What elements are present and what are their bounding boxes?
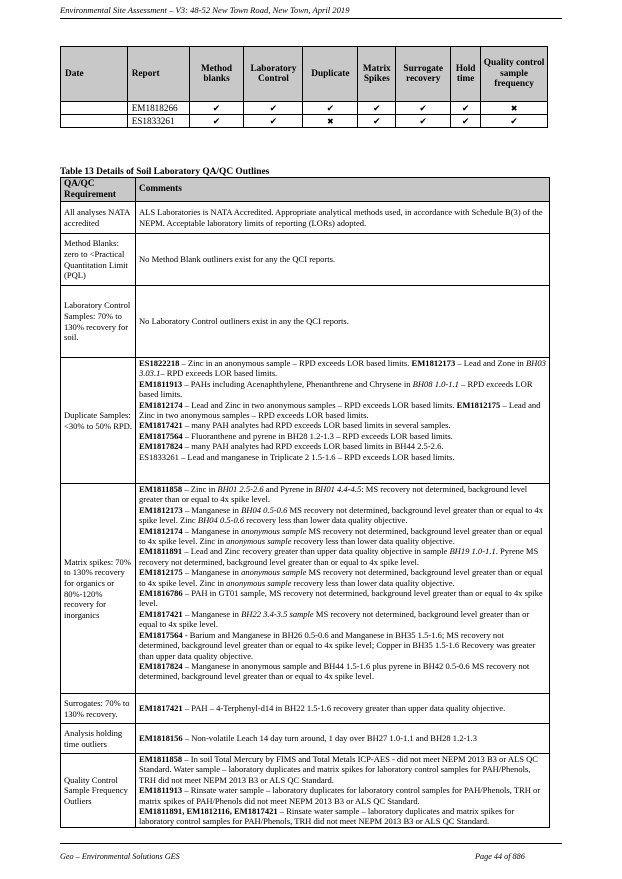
table13-row <box>61 286 550 358</box>
comment-entry: EM1817824 – many PAH analytes had RPD exceeds LOR based limits in BH44 2.5-2.6. <box>139 441 444 452</box>
page-header: Environmental Site Assessment – V3: 48-52 New Town Road, New Town, April 2019 <box>60 5 350 15</box>
header-rule <box>60 18 562 19</box>
comment-entry: EM1817421 – Manganese in BH22 3.4-3.5 sample MS recovery not determined, background level greater than or equal to 4x spike level. <box>139 608 530 630</box>
qc-mark-cell <box>303 102 358 115</box>
comment-entry: EM1811858 – In soil Total Mercury by FIMS and Total Metals ICP-AES - did not meet NEPM 2013 B3 or ALS QC Standard. Water sample – laboratory duplicates and matrix spikes for laboratory control samples for PAH/Phenols, TRH did not meet NEPM 2013 B3 or ALS QC Standard. <box>139 754 539 785</box>
table-13-caption: Table 13 Details of Soil Laboratory QA/QC Outlines <box>60 167 270 177</box>
qc-summary-table <box>60 46 548 128</box>
footer-company: Geo – Environmental Solutions GES <box>60 852 180 861</box>
requirement-cell: Analysis holding time outliers <box>61 724 136 754</box>
comment-entry: EM1817824 – Manganese in anonymous sample and BH44 1.5-1.6 plus pyrene in BH42 0.5-0.6 MS recovery not determined, background level greater than or equal to 4x spike level. <box>139 660 530 682</box>
table13-row <box>61 724 550 754</box>
qc-mark-cell <box>303 115 358 128</box>
requirement-cell: Matrix spikes: 70% to 130% recovery for organics or 80%-120% recovery for inorganics <box>61 484 136 694</box>
qc-mark-cell <box>451 115 481 128</box>
comment-cell: EM1817421 – PAH – 4-Terphenyl-d14 in BH22 1.5-1.6 recovery greater than upper data quality objective. <box>136 694 550 724</box>
comment-entry: EM1811913 – Rinsate water sample – laboratory duplicates for laboratory control samples for PAH/Phenols, TRH or matrix spikes of PAH/Phenols did not meet NEPM 2013 B3 or ALS QC Standard. <box>139 785 541 806</box>
qc-table-row <box>61 102 548 115</box>
checkmark-icon <box>419 103 427 113</box>
comment-entry: EM1817564 - Barium and Manganese in BH26 0.5-0.6 and Manganese in BH35 1.5-1.6; MS recovery not determined, background level greater than or equal to 4x spike level; Copper in BH35 1.5-1.6 Recovery was greater than upper data quality objective. <box>139 629 536 661</box>
table13-row <box>61 202 550 234</box>
qc-report-cell: EM1818266 <box>127 102 189 115</box>
qc-col-header: Date <box>61 47 128 102</box>
soil-qaqc-table <box>60 177 550 828</box>
table13-header-row <box>61 178 550 202</box>
qc-mark-cell <box>244 115 303 128</box>
qc-mark-cell <box>189 115 244 128</box>
qc-table-row <box>61 115 548 128</box>
comment-cell: No Method Blank outliners exist for any the QCI reports. <box>136 234 550 286</box>
checkmark-icon <box>270 103 278 113</box>
comment-cell <box>136 358 550 484</box>
qc-date-cell <box>61 102 128 115</box>
qc-mark-cell <box>481 102 548 115</box>
qc-col-header: Surrogate recovery <box>396 47 451 102</box>
qc-date-cell <box>61 115 128 128</box>
comment-cell: ALS Laboratories is NATA Accredited. Appropriate analytical methods used, in accordance with Schedule B(3) of the NEPM. Acceptable laboratory limits of reporting (LORs) adopted. <box>136 202 550 234</box>
qc-mark-cell <box>396 102 451 115</box>
qc-mark-cell <box>396 115 451 128</box>
qc-col-header: Hold time <box>451 47 481 102</box>
comment-cell <box>136 484 550 694</box>
col-header-comments: Comments <box>136 178 550 202</box>
checkmark-icon <box>270 116 278 126</box>
checkmark-icon <box>213 116 221 126</box>
comment-entry: EM1817421 – many PAH analytes had RPD exceeds LOR based limits in several samples. <box>139 420 451 431</box>
qc-mark-cell <box>189 102 244 115</box>
qc-mark-cell <box>244 102 303 115</box>
checkmark-icon <box>373 103 381 113</box>
requirement-cell: Duplicate Samples:<30% to 50% RPD. <box>61 358 136 484</box>
requirement-cell: Laboratory Control Samples: 70% to 130% recovery for soil. <box>61 286 136 358</box>
requirement-cell: Surrogates: 70% to 130% recovery. <box>61 694 136 724</box>
table13-row <box>61 484 550 694</box>
qc-col-header: Report <box>127 47 189 102</box>
qc-mark-cell <box>481 115 548 128</box>
qc-mark-cell <box>451 102 481 115</box>
comment-cell: No Laboratory Control outliners exist in any the QCI reports. <box>136 286 550 358</box>
comment-entry: EM1811858 – Zinc in BH01 2.5-2.6 and Pyrene in BH01 4.4-4.5: MS recovery not determined, background level greater than or equal to 4x spike level. <box>139 484 528 505</box>
comment-entry: EM1812175 – Manganese in anonymous sample MS recovery not determined, background level greater than or equal to 4x spike level. Zinc in anonymous sample recovery less than lower data quality objective. <box>139 567 543 588</box>
checkmark-icon <box>510 116 518 126</box>
cross-icon <box>327 116 334 126</box>
table13-row <box>61 694 550 724</box>
comment-entry: EM1811913 – PAHs including Acenaphthylene, Phenanthrene and Chrysene in BH08 1.0-1.1 – RPD exceeds LOR based limits. <box>139 378 533 400</box>
requirement-cell: Quality Control Sample Frequency Outliers <box>61 754 136 828</box>
comment-entry: EM1817564 – Fluoranthene and pyrene in BH28 1.2-1.3 – RPD exceeds LOR based limits. <box>139 430 453 441</box>
table13-row <box>61 234 550 286</box>
checkmark-icon <box>213 103 221 113</box>
requirement-cell: Method Blanks: zero to <Practical Quantitation Limit (PQL) <box>61 234 136 286</box>
checkmark-icon <box>373 116 381 126</box>
comment-entry: EM1812173 – Manganese in BH04 0.5-0.6 MS recovery not determined, background level greater than or equal to 4x spike level. Zinc BH04 0.5-0.6 recovery less than lower data quality objective. <box>139 504 543 526</box>
comment-cell <box>136 754 550 828</box>
footer-page-number: Page 44 of 886 <box>475 852 525 861</box>
checkmark-icon <box>462 103 470 113</box>
qc-col-header: Duplicate <box>303 47 358 102</box>
qc-mark-cell <box>358 102 396 115</box>
checkmark-icon <box>462 116 470 126</box>
qc-col-header: Matrix Spikes <box>358 47 396 102</box>
qc-col-header: Quality control sample frequency <box>481 47 548 102</box>
qc-col-header: Laboratory Control <box>244 47 303 102</box>
table13-row <box>61 358 550 484</box>
cross-icon <box>511 103 518 113</box>
comment-entry: EM1811891, EM1812116, EM1817421 – Rinsate water sample – laboratory duplicates and matrix spikes for laboratory control samples for PAH/Phenols, TRH did not meet NEPM 2013 B3 or ALS QC Standard. <box>139 806 515 827</box>
qc-mark-cell <box>358 115 396 128</box>
requirement-cell: All analyses NATA accredited <box>61 202 136 234</box>
checkmark-icon <box>327 103 335 113</box>
comment-entry: EM1811891 – Lead and Zinc recovery greater than upper data quality objective in sample BH19 1.0-1.1. Pyrene MS recovery not determined, background level greater than or equal to 4x spike level. <box>139 546 539 567</box>
comment-cell: EM1818156 – Non-volatile Leach 14 day turn around, 1 day over BH27 1.0-1.1 and BH28 1.2-1.3 <box>136 724 550 754</box>
table13-row <box>61 754 550 828</box>
col-header-requirement: QA/QC Requirement <box>61 178 136 202</box>
qc-report-cell: ES1833261 <box>127 115 189 128</box>
qc-table-header-row <box>61 47 548 102</box>
checkmark-icon <box>419 116 427 126</box>
footer-rule <box>60 843 562 844</box>
comment-entry: ES1833261 – Lead and manganese in Triplicate 2 1.5-1.6 – RPD exceeds LOR based limits. <box>139 451 455 462</box>
qc-col-header: Method blanks <box>189 47 244 102</box>
comment-entry: EM1816786 – PAH in GT01 sample, MS recovery not determined, background level greater than or equal to 4x spike level. <box>139 588 543 609</box>
comment-entry: EM1812174 – Manganese in anonymous sample MS recovery not determined, background level greater than or equal to 4x spike level. Zinc in anonymous sample recovery less than lower data quality objective. <box>139 525 543 547</box>
comment-entry: ES1822218 – Zinc in an anonymous sample – RPD exceeds LOR based limits. EM1812173 – Lead and Zone in BH03 3.03.1– RPD exceeds LOR based limits. <box>139 358 546 379</box>
comment-entry: EM1812174 – Lead and Zinc in two anonymous samples – RPD exceeds LOR based limits. EM1812175 – Lead and Zinc in two anonymous samples – RPD exceeds LOR based limits. <box>139 399 541 421</box>
